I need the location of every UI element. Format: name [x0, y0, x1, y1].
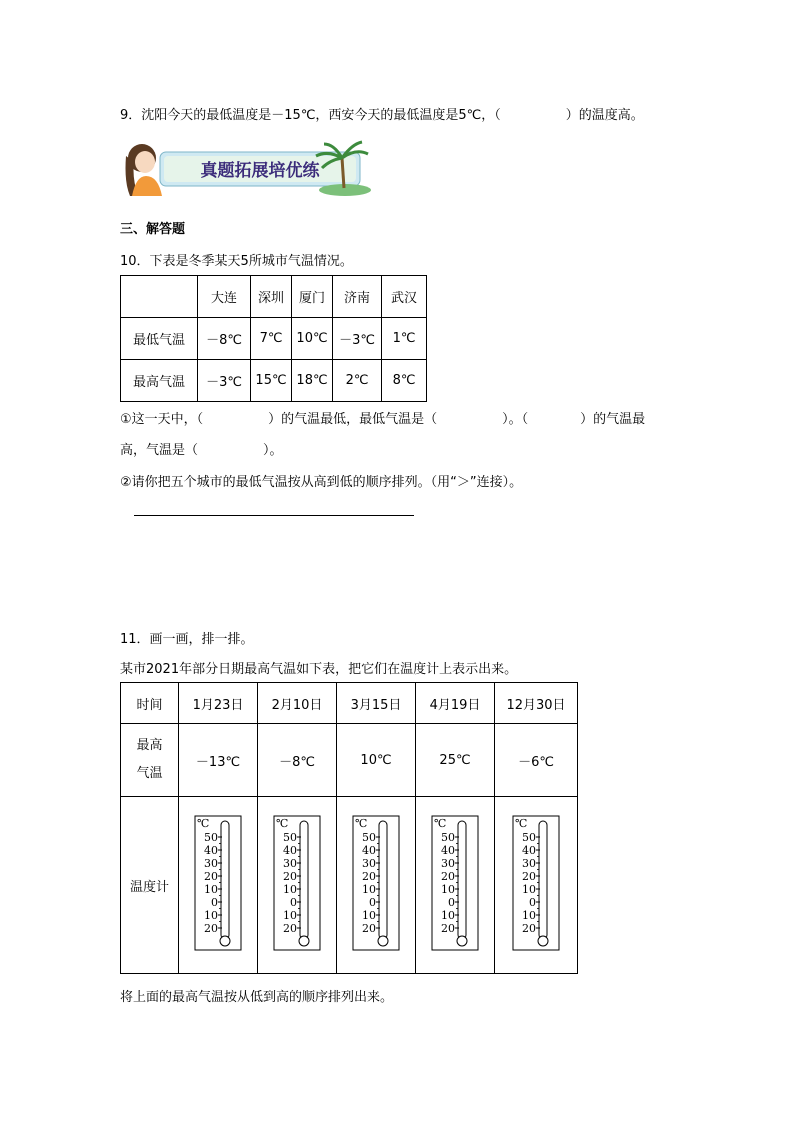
- thermometer-tick-label: 40: [283, 844, 297, 857]
- table-row: [121, 797, 578, 974]
- thermometer-tick-label: 0: [448, 896, 455, 909]
- thermometer-tick-label: 40: [204, 844, 218, 857]
- thermometer-tick-label: 30: [204, 857, 218, 870]
- thermometer-unit: ℃: [197, 817, 210, 830]
- thermometer-tick-label: 10: [283, 909, 297, 922]
- table-row: [121, 360, 427, 402]
- question-11-prompt: 11．画一画，排一排。: [120, 632, 254, 647]
- table-cell: [416, 797, 495, 974]
- table-cell: －3℃: [198, 360, 251, 402]
- thermometer-tick-label: 30: [522, 857, 536, 870]
- thermometer-tick-label: 50: [283, 831, 297, 844]
- thermometer-tick-label: 20: [204, 922, 218, 935]
- thermometer-tick-label: 10: [441, 883, 455, 896]
- thermometer-tick-label: 40: [362, 844, 376, 857]
- table-cell: 10℃: [292, 318, 333, 360]
- thermometer-tick-label: 20: [204, 870, 218, 883]
- thermometer-icon[interactable]: [194, 815, 242, 951]
- table-cell: 济南: [333, 276, 382, 318]
- thermometer-tick-label: 20: [441, 922, 455, 935]
- table-cell: 1℃: [382, 318, 427, 360]
- table-cell: [258, 797, 337, 974]
- question-9: 9．沈阳今天的最低温度是－15℃，西安今天的最低温度是5℃，（ ）的温度高。: [120, 108, 644, 123]
- table-cell: [121, 724, 179, 797]
- thermometer-tick-label: 50: [441, 831, 455, 844]
- thermometer-unit: ℃: [276, 817, 289, 830]
- question-10-part2: ②请你把五个城市的最低气温按从高到低的顺序排列。（用“＞”连接）。: [120, 475, 523, 490]
- table-cell: 深圳: [251, 276, 292, 318]
- table-cell: [179, 797, 258, 974]
- table-cell: －3℃: [333, 318, 382, 360]
- thermometer-tick-label: 10: [522, 883, 536, 896]
- thermometer-tick-label: 50: [204, 831, 218, 844]
- thermometer-tick-label: 10: [204, 883, 218, 896]
- thermometer-unit: ℃: [355, 817, 368, 830]
- table-cell: －8℃: [198, 318, 251, 360]
- table-cell: 温度计: [121, 797, 179, 974]
- banner-title: 真题拓展培优练: [200, 161, 320, 181]
- thermometer-tick-label: 10: [522, 909, 536, 922]
- question-10-part1-line1: ①这一天中，（ ）的气温最低，最低气温是（ ）。（ ）的气温最: [120, 412, 646, 427]
- thermometer-tick-label: 40: [441, 844, 455, 857]
- table-cell: 最低气温: [121, 318, 198, 360]
- table-header-row: [121, 276, 427, 318]
- table-row: [121, 318, 427, 360]
- table-cell: [495, 797, 578, 974]
- temp-label-line1: 最高: [136, 738, 163, 753]
- thermometer-icon[interactable]: [512, 815, 560, 951]
- answer-line[interactable]: [134, 515, 414, 516]
- table-cell: 厦门: [292, 276, 333, 318]
- table-cell: 3月15日: [337, 683, 416, 724]
- thermometer-tick-label: 50: [522, 831, 536, 844]
- thermometer-tick-label: 40: [522, 844, 536, 857]
- city-temperature-table: [120, 275, 427, 402]
- table-cell: 8℃: [382, 360, 427, 402]
- question-10-part1-line2: 高，气温是（ ）。: [120, 443, 283, 458]
- temp-label-line2: 气温: [136, 766, 163, 781]
- thermometer-tick-label: 20: [522, 922, 536, 935]
- table-cell: －13℃: [179, 724, 258, 797]
- banner-image: [120, 138, 372, 198]
- table-cell: 武汉: [382, 276, 427, 318]
- table-cell: 12月30日: [495, 683, 578, 724]
- section-heading: 三、解答题: [120, 222, 186, 237]
- thermometer-tick-label: 20: [283, 922, 297, 935]
- thermometer-tick-label: 10: [441, 909, 455, 922]
- thermometer-icon[interactable]: [431, 815, 479, 951]
- table-cell: 7℃: [251, 318, 292, 360]
- table-cell: 大连: [198, 276, 251, 318]
- table-row: [121, 724, 578, 797]
- table-cell: 4月19日: [416, 683, 495, 724]
- table-cell: 最高气温: [121, 360, 198, 402]
- thermometer-icon[interactable]: [273, 815, 321, 951]
- thermometer-icon[interactable]: [352, 815, 400, 951]
- table-cell: 时间: [121, 683, 179, 724]
- table-cell: 1月23日: [179, 683, 258, 724]
- thermometer-tick-label: 0: [290, 896, 297, 909]
- thermometer-tick-label: 20: [362, 870, 376, 883]
- table-cell: [121, 276, 198, 318]
- table-cell: 2℃: [333, 360, 382, 402]
- table-cell: 18℃: [292, 360, 333, 402]
- table-cell: [337, 797, 416, 974]
- table-cell: －8℃: [258, 724, 337, 797]
- table-header-row: [121, 683, 578, 724]
- thermometer-tick-label: 20: [441, 870, 455, 883]
- table-cell: －6℃: [495, 724, 578, 797]
- question-11-closing: 将上面的最高气温按从低到高的顺序排列出来。: [120, 990, 394, 1005]
- thermometer-tick-label: 20: [362, 922, 376, 935]
- thermometer-tick-label: 30: [362, 857, 376, 870]
- thermometer-tick-label: 10: [362, 909, 376, 922]
- table-cell: 2月10日: [258, 683, 337, 724]
- thermometer-unit: ℃: [434, 817, 447, 830]
- question-11-intro: 某市2021年部分日期最高气温如下表，把它们在温度计上表示出来。: [120, 662, 518, 677]
- table-cell: 25℃: [416, 724, 495, 797]
- thermometer-tick-label: 0: [211, 896, 218, 909]
- thermometer-tick-label: 10: [362, 883, 376, 896]
- thermometer-tick-label: 50: [362, 831, 376, 844]
- thermometer-tick-label: 20: [283, 870, 297, 883]
- thermometer-tick-label: 10: [204, 909, 218, 922]
- table-cell: 10℃: [337, 724, 416, 797]
- table-cell: 15℃: [251, 360, 292, 402]
- thermometer-tick-label: 30: [283, 857, 297, 870]
- thermometer-tick-label: 0: [369, 896, 376, 909]
- thermometer-unit: ℃: [515, 817, 528, 830]
- thermometer-tick-label: 30: [441, 857, 455, 870]
- thermometer-tick-label: 10: [283, 883, 297, 896]
- question-10-prompt: 10．下表是冬季某天5所城市气温情况。: [120, 254, 353, 269]
- thermometer-tick-label: 20: [522, 870, 536, 883]
- thermometer-tick-label: 0: [529, 896, 536, 909]
- date-temperature-table: [120, 682, 578, 974]
